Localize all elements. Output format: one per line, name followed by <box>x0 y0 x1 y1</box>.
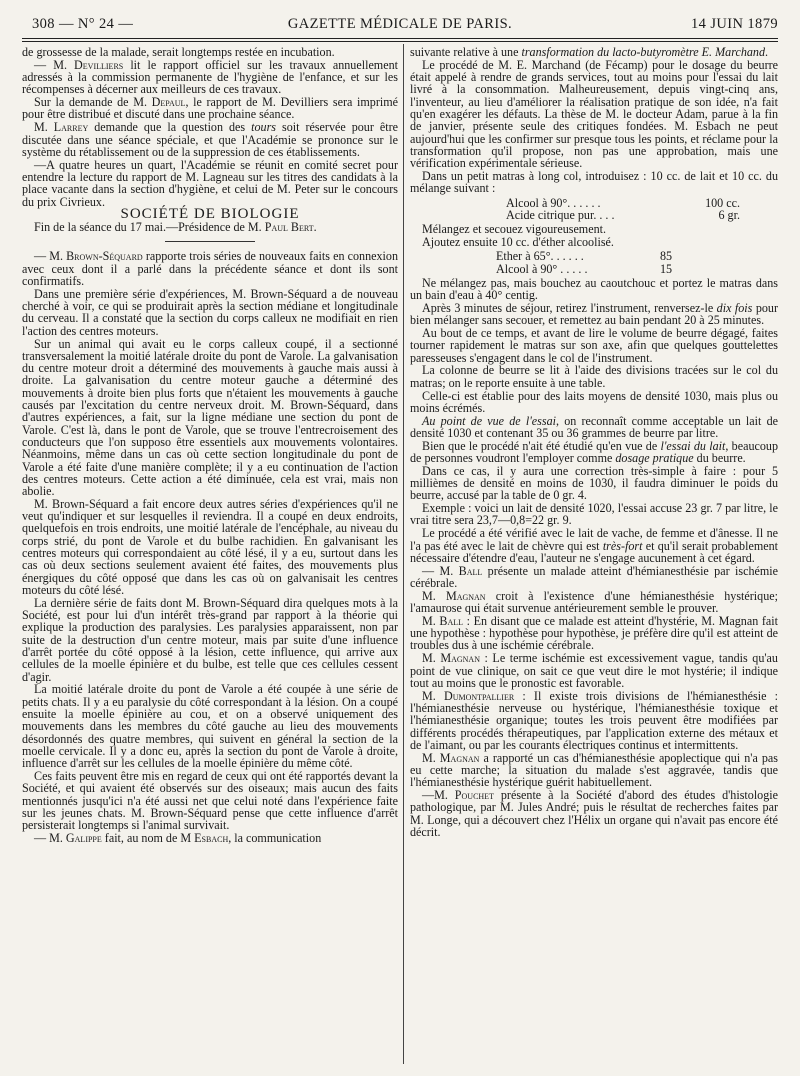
person-name: M. Magnan <box>422 588 486 603</box>
paragraph-text: — <box>422 563 440 578</box>
italic-text: Au point de vue de l'essai <box>422 413 556 428</box>
header-rule-double <box>22 41 778 42</box>
left-column <box>22 46 398 845</box>
paragraph <box>410 565 778 590</box>
paragraph: Dans ce cas, il y aura une correction très-simple à faire : pour 5 millièmes de densité en moins de 1030, il faudra diminuer le poids du beurre, accusé par la table de 0 gr. 4. <box>410 463 778 503</box>
session-text: . <box>313 220 317 235</box>
paragraph: Exemple : voici un lait de densité 1020, l'essai accuse 23 gr. 7 par litre, le vrai titre sera 23,7—0,8=22 gr. 9. <box>410 501 778 528</box>
paragraph-text: croit à l'existence d'une hémianesthésie hystérique; l'amaurose qui était survenue antérieurement semble le prouver. <box>410 588 778 616</box>
paragraph: Dans une première série d'expériences, M. Brown-Séquard a de nouveau cherché à voir, ce qui se produirait après la section médiane et longitudinale du cerveau. Il a constaté que la section du corps calleux ne modifiait en rien l'action des centres moteurs. <box>22 286 398 338</box>
paragraph <box>410 527 778 564</box>
person-name: M. Magnan <box>422 750 480 765</box>
paragraph-text: : En disant que ce malade est atteint d'hystérie, M. Magnan fait une hypothèse : hypothèse pour hypothèse, je préfère dire qu'il est atteint de troubles dus à une ischémie cérébrale. <box>410 613 779 653</box>
section-separator <box>165 241 255 242</box>
section-title: SOCIÉTÉ DE BIOLOGIE <box>120 206 300 223</box>
session-text: Fin de la séance du 17 mai.—Présidence de M. <box>34 220 265 235</box>
paragraph <box>410 789 778 838</box>
paragraph: La moitié latérale droite du pont de Varole a été coupée à une série de petits chats. Il y a eu paralysie du côté correspondant à la lésion. On a coupé ensuite la moelle épinière au cou, et on a observé uniquement des mouvements dans les membres du côté gauche au lieu des mouvements désordonnés des quatre membres, qui suivent en général la section de la moelle cervicale. Il y a donc eu, après la section du pont de Varole à droite, influence d'arrêt sur les cellules de la moelle épinière du même côté. <box>22 682 398 771</box>
paragraph: Mélangez et secouez vigoureusement. <box>422 222 607 237</box>
person-name: M. Magnan <box>422 651 480 666</box>
paragraph-text: , la communication <box>228 830 322 845</box>
italic-text: dix fois <box>716 300 753 315</box>
formula-label: Ether à 65°. . . . . . <box>496 249 584 264</box>
paragraph: — M. Brown-Séquard rapporte trois séries de nouveaux faits en connexion avec ceux dont il a parlé dans la précédente séance et dont ils sont confirmatifs. <box>22 249 398 289</box>
paragraph-text: a rapporté un cas d'hémianesthésie apoplectique qui n'a pas eu cette marche; la situation du malade s'est aggravée, tandis que l'hémianesthésie hystérique guérit habituellement. <box>410 750 778 790</box>
paragraph-text: , le rapport de M. Devilliers sera imprimé pour être distribué et discuté dans une prochaine séance. <box>22 95 399 122</box>
formula-row <box>496 250 778 262</box>
paragraph-text: et qu'il serait probablement nécessaire d'étendre d'eau, l'auteur ne s'engage aucunement à cet égard. <box>410 538 779 565</box>
paragraph-text: — <box>422 788 435 803</box>
person-name: M. Ball <box>439 563 483 578</box>
italic-text: très-fort <box>602 538 643 553</box>
paragraph-text: présente un malade atteint d'hémianesthésie par ischémie cérébrale. <box>410 563 778 590</box>
right-column <box>410 46 778 839</box>
paragraph-text: présente à la Société d'abord des études d'histologie pathologique, par M. Jules André; puis le résultat de recherches faites par M. Longe, qui a découvert chez l'Hélix un organe qui n'avait pas encore été décrit. <box>410 788 778 839</box>
formula-value: 6 gr. <box>718 207 740 222</box>
paragraph <box>410 615 778 652</box>
paragraph-text: fait, au nom de <box>101 830 181 845</box>
paragraph-text: du beurre. <box>693 451 746 465</box>
paragraph-text: : Il existe trois divisions de l'hémianesthésie : l'hémianesthésie nerveuse ou hystérique, l'hémianesthésie toxique et l'hémianesthésie organique; toutes les trois peuvent être modifiées par différents procédés thérapeutiques, par l'application externe des métaux et de l'aimant, ou par les courants électriques continus et intermittents. <box>410 688 778 752</box>
paragraph: Ajoutez ensuite 10 cc. d'éther alcoolisé. <box>422 234 614 249</box>
session-line <box>22 221 398 233</box>
formula-row <box>506 209 778 221</box>
paragraph <box>410 440 778 465</box>
formula-table <box>496 250 778 275</box>
paragraph: Dans un petit matras à long col, introduisez : 10 cc. de lait et 10 cc. du mélange suivant : <box>410 168 778 196</box>
person-name: M Esbach <box>180 830 229 845</box>
person-name: M. Devilliers <box>53 57 124 72</box>
italic-text: transformation du lacto-butyromètre E. Marchand <box>521 45 766 59</box>
paragraph-text: Bien que le procédé n'ait été étudié qu'en vue de <box>422 438 661 453</box>
formula-row <box>506 197 778 209</box>
paragraph: Le procédé de M. E. Marchand (de Fécamp) pour le dosage du beurre était appelé à rendre de grands services, tout au moins pour l'essai du lait livré à la consommation. Malheureusement, depuis vingt-cinq ans, l'inventeur, au lieu d'améliorer la réalisation pratique de son idée, n'a fait qu'en exagérer les défauts. La thèse de M. le docteur Adam, parue à la fin de janvier, présente seule des critiques fondées. M. Esbach ne peut aujourd'hui que les confirmer sur presque tous les points, et réclame pour la transformation qu'il propose, non pas une approbation, mais une vérification expérimentale sérieuse. <box>410 57 778 171</box>
formula-value: 15 <box>660 261 673 276</box>
paragraph-text: Après 3 minutes de séjour, retirez l'instrument, renversez-le <box>422 300 717 315</box>
formula-label: Alcool à 90°. . . . . . <box>506 195 601 210</box>
paragraph: Sur un animal qui avait eu le corps calleux coupé, il a sectionné transversalement la moitié latérale droite du pont de Varole. La galvanisation du centre moteur droit a déterminé des mouvements à gauche mais aussi à droite. La galvanisation du centre moteur gauche a déterminé des mouvements à droite bien plus forts que n'étaient les mouvements à gauche causés par l'excitation du centre nerveux droit. M. Brown-Séquard, dans d'autres expériences, a fait, sur la ligne médiane une section du pont de Varole. C'est là, dans le pont de Varole, que se trouve l'entrecroisement des conducteurs que l'on supposo être essentiels aux mouvements volontaires. Néanmoins, même dans un cas où cette section longitudinale du pont de Varole a été faite d'une manière complète; il y a eu continuation de l'action des centres moteurs. Cette action a été diminuée, cela est vrai, mais non abolie. <box>22 336 398 499</box>
person-name: M. Brown-Séquard <box>49 249 143 264</box>
paragraph <box>410 302 778 327</box>
paragraph-text: Le procédé a été vérifié avec le lait de vache, de femme et d'ânesse. Il ne l'a pas été avec le lait de chèvre qui est <box>410 526 778 553</box>
paragraph-text: , on reconnaît comme acceptable un lait de densité 1030 et contenant 35 ou 36 grammes de beurre par litre. <box>410 413 778 440</box>
paragraph: M. Brown-Séquard a fait encore deux autres séries d'expériences qu'il ne veut qu'indiquer et sur lesquelles il reviendra. Il a coupé en deux endroits, quelquefois en trois endroits, une moitié latérale de l'encéphale, au niveau du corps strié, du pont de Varole et du bulbe rachidien. En galvanisant les centres moteurs qui correspondaient au côté lésé, il y a eu, surtout dans les cas où deux sections seulement avaient été faites, des mouvements plus énergiques du côté opposé que dans les cas où on galvanisait les centres moteurs du côté lésé. <box>22 496 398 597</box>
column-divider <box>403 44 404 1064</box>
formula-table <box>506 197 778 222</box>
paragraph <box>410 415 778 440</box>
formula-row <box>496 263 778 275</box>
paragraph-text: pour bien mélanger sans secouer, et remettez au bain pendant 20 à 25 minutes. <box>410 300 779 328</box>
formula-label: Alcool à 90° . . . . . <box>496 261 588 276</box>
person-name: M. Dumontpallier <box>422 688 515 703</box>
paragraph-text: lit le rapport officiel sur les travaux annuellement adressés à la commission permanente de l'hygiène de l'enfance, et sur les récompenses à décerner aux meilleurs de ces travaux. <box>22 57 398 97</box>
paragraph: Celle-ci est établie pour des laits moyens de densité 1030, mais plus ou moins écrémés. <box>410 388 778 415</box>
person-name: Paul Bert <box>264 220 314 235</box>
paragraph <box>410 652 778 689</box>
person-name: M. Ball <box>422 613 464 628</box>
paragraph: La colonne de beurre se lit à l'aide des divisions tracées sur le col du matras; on le reporte ensuite à une table. <box>410 363 778 390</box>
paragraph <box>22 96 398 121</box>
person-name: M. Depaul <box>133 95 186 110</box>
paragraph-text: Sur la demande de <box>34 95 134 110</box>
journal-title: GAZETTE MÉDICALE DE PARIS. <box>287 16 513 32</box>
paragraph-text: . <box>765 45 769 59</box>
formula-value: 85 <box>660 249 673 264</box>
italic-text: tours <box>251 120 276 135</box>
paragraph-text: — <box>34 830 50 845</box>
formula-label: Acide citrique pur. . . . <box>506 207 615 222</box>
paragraph <box>410 690 778 751</box>
person-name: M. Galippe <box>49 830 102 845</box>
paragraph-text: rapporte trois séries de nouveaux faits en connexion avec ceux dont il a parlé dans la précédente séance et dont ils sont confirmatifs. <box>22 249 398 289</box>
italic-text: dosage pratique <box>615 451 694 465</box>
paragraph <box>410 590 778 615</box>
paragraph: Ces faits peuvent être mis en regard de ceux qui ont été rapportés devant la Société, et qui avaient été observés sur des oiseaux; mais aucun des faits mentionnés jusqu'ici n'a été aussi net que celui noté dans l'expérience faite sur les jeunes chats. M. Brown-Séquard pense que cette influence d'arrêt persisterait longtemps si l'animal survivait. <box>22 768 398 833</box>
paragraph: — M. Devilliers lit le rapport officiel sur les travaux annuellement adressés à la commission permanente de l'hygiène de l'enfance, et sur les récompenses à décerner aux meilleurs de ces travaux. <box>22 57 398 97</box>
formula-value: 100 cc. <box>705 195 740 210</box>
paragraph: Ne mélangez pas, mais bouchez au caoutchouc et portez le matras dans un bain d'eau à 40° centig. <box>410 275 778 303</box>
issue-date: 14 JUIN 1879 <box>691 16 778 32</box>
paragraph-text: : Le terme ischémie est excessivement vague, tandis qu'au point de vue clinique, on sait ce que veut dire le mot hystérie; il indique tout au moins que le pronostic est favorable. <box>410 651 778 690</box>
paragraph: Au bout de ce temps, et avant de lire le volume de beurre dégagé, faites tourner rapidement le matras sur son axe, afin que quelques gouttelettes paresseuses s'engagent dans le col de l'instrument. <box>410 326 778 365</box>
paragraph-text: suivante relative à une <box>410 45 522 59</box>
paragraph <box>410 46 778 58</box>
page-number: 308 — N° 24 — <box>32 16 134 32</box>
paragraph: La dernière série de faits dont M. Brown-Séquard dira quelques mots à la Société, est pour lui d'un intérêt très-grand par rapport à la théorie qui explique la production des paralysies. Les paralysies apparaissent, non par suite de la destruction d'un centre moteur, mais par suite d'une influence d'arrêt portée du côté opposé à la lésion, cette influence, qui arrive aux cellules de la moelle épinière et du bulbe, est telle que ces cellules cessent d'agir. <box>22 595 398 684</box>
paragraph: de grossesse de la malade, serait longtemps restée en incubation. <box>22 45 335 59</box>
person-name: M. Larrey <box>34 120 89 135</box>
italic-text: l'essai du lait <box>660 438 726 453</box>
paragraph <box>22 121 398 158</box>
paragraph <box>22 832 398 844</box>
page-header <box>22 16 778 36</box>
paragraph-text: demande que la question des <box>88 120 252 135</box>
header-rule <box>22 38 778 39</box>
person-name: M. Pouchet <box>434 788 494 803</box>
paragraph <box>410 752 778 789</box>
paragraph-text: soit réservée pour être discutée dans une séance spéciale, et que l'Académie se prononce sur le système du rétablissement ou de la suppression de ces établissements. <box>22 120 398 159</box>
paragraph: —A quatre heures un quart, l'Académie se réunit en comité secret pour entendre la lecture du rapport de M. Lagneau sur les titres des candidats à la place vacante dans la section d'hygiène, et celui de M. Peter sur le concours du prix Civrieux. <box>22 157 398 209</box>
paragraph-text: , beaucoup de personnes voudront l'employer comme <box>410 438 779 465</box>
